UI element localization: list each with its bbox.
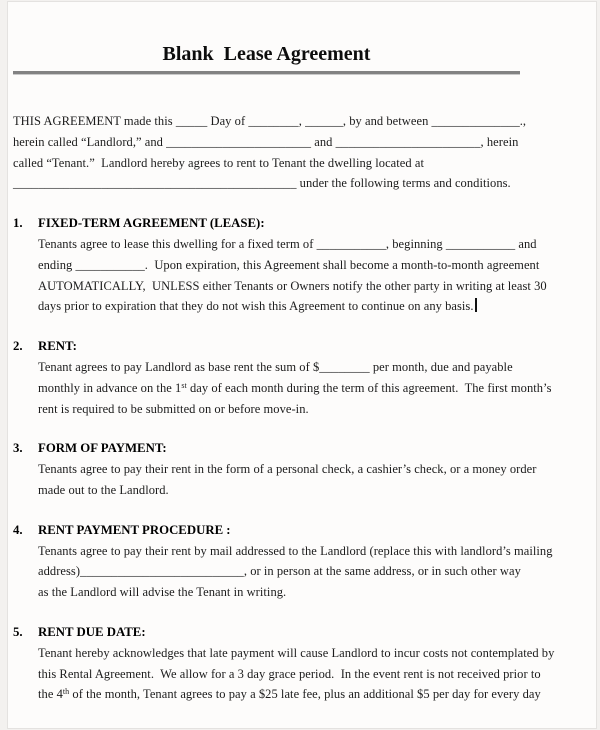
section-heading: RENT PAYMENT PROCEDURE : [38, 522, 231, 537]
body-line: Tenants agree to pay their rent by mail addressed to the Landlord (replace this with landlord’s mailing [38, 543, 553, 558]
section-heading: FORM OF PAYMENT: [38, 441, 167, 456]
body-line-text: days prior to expiration that they do not wish this Agreement to continue on any basis. [38, 299, 474, 314]
intro-line: called “Tenant.” Landlord hereby agrees to rent to Tenant the dwelling located at [13, 155, 424, 170]
section-heading: RENT DUE DATE: [38, 624, 146, 639]
body-line: Tenant hereby acknowledges that late payment will cause Landlord to incur costs not contemplated by [38, 645, 555, 660]
body-line: ending ___________. Upon expiration, this Agreement shall become a month-to-month agreement [38, 257, 540, 272]
body-line: this Rental Agreement. We allow for a 3 day grace period. In the event rent is not received prior to [38, 666, 541, 681]
section-rent [13, 336, 596, 419]
ordinal-superscript: st [181, 380, 187, 390]
body-line [38, 378, 596, 399]
body-line: rent is required to be submitted on or before move-in. [38, 401, 309, 416]
body-line [38, 684, 596, 705]
intro-line: THIS AGREEMENT made this _____ Day of ________, ______, by and between ______________., [13, 114, 527, 128]
text-cursor [475, 298, 477, 312]
body-line [38, 296, 596, 317]
section-heading: FIXED-TERM AGREEMENT (LEASE): [38, 216, 265, 231]
body-line: AUTOMATICALLY, UNLESS either Tenants or Owners notify the other party in writing at least 30 [38, 278, 547, 293]
body-line-text: monthly in advance on the 1 [38, 380, 182, 395]
body-line-text: day of each month during the term of this agreement. The first month’s [186, 380, 552, 395]
document-content [8, 2, 596, 705]
section-number: 2. [13, 339, 23, 354]
intro-paragraph [13, 111, 596, 194]
title-underline [13, 71, 520, 75]
body-line-text: the 4 [38, 687, 63, 702]
section-form-of-payment [13, 438, 596, 500]
intro-line: herein called “Landlord,” and _______________________ and _______________________, herein [13, 134, 519, 149]
section-number: 1. [13, 216, 23, 231]
section-fixed-term-agreement [13, 213, 596, 317]
body-line-text: of the month, Tenant agrees to pay a $25 late fee, plus an additional $5 per day for every day [69, 687, 541, 702]
body-line: made out to the Landlord. [38, 482, 169, 497]
body-line: as the Landlord will advise the Tenant in writing. [38, 585, 287, 600]
body-line: Tenants agree to pay their rent in the form of a personal check, a cashier’s check, or a money order [38, 462, 537, 477]
body-line: Tenant agrees to pay Landlord as base rent the sum of $________ per month, due and payable [38, 359, 513, 374]
section-heading: RENT: [38, 339, 77, 354]
section-rent-due-date [13, 622, 596, 705]
ordinal-superscript: th [62, 687, 70, 697]
body-line: address)__________________________, or in person at the same address, or in such other way [38, 564, 521, 579]
intro-line: _____________________________________________ under the following terms and conditions. [13, 176, 511, 191]
document-page[interactable] [7, 1, 597, 729]
section-number: 5. [13, 624, 23, 639]
section-number: 3. [13, 441, 23, 456]
section-rent-payment-procedure [13, 520, 596, 603]
body-line: Tenants agree to lease this dwelling for a fixed term of ___________, beginning ___________ and [38, 236, 537, 251]
document-title: Blank Lease Agreement [162, 43, 371, 65]
section-number: 4. [13, 522, 23, 537]
